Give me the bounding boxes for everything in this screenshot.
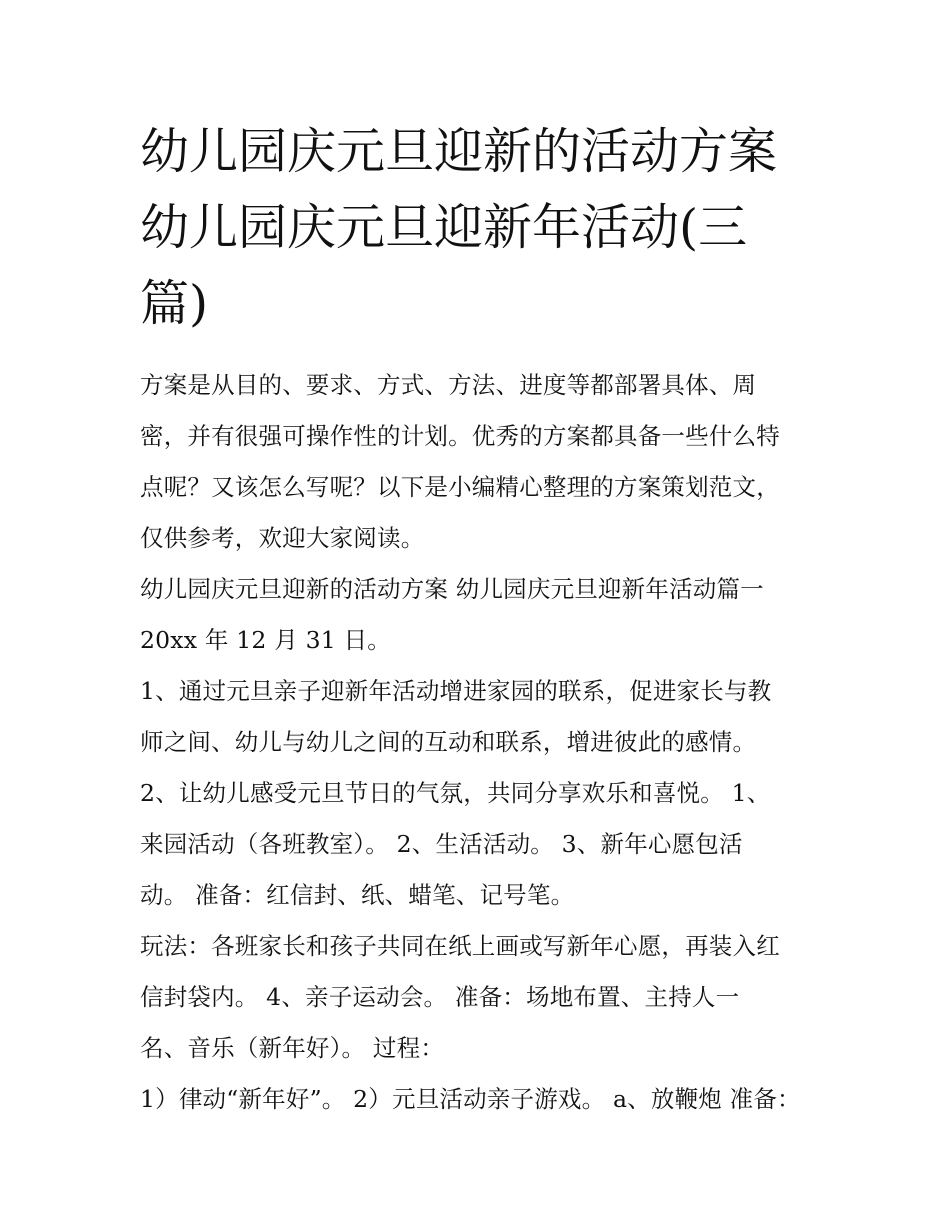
body-line: 20xx 年 12 月 31 日。 xyxy=(140,626,391,654)
body-line: 密，并有很强可操作性的计划。优秀的方案都具备一些什么特 xyxy=(140,422,780,450)
body-line: 名、音乐（新年好）。 过程： xyxy=(140,1034,445,1062)
body-line: 点呢？又该怎么写呢？以下是小编精心整理的方案策划范文， xyxy=(140,473,780,501)
body-line: 动。 准备：红信封、纸、蜡笔、记号笔。 xyxy=(140,881,575,909)
body-line: 幼儿园庆元旦迎新的活动方案 幼儿园庆元旦迎新年活动篇一 xyxy=(140,575,764,603)
body-line: 玩法：各班家长和孩子共同在纸上画或写新年心愿，再装入红 xyxy=(140,932,780,960)
document-page xyxy=(140,114,816,1125)
body-line: 仅供参考，欢迎大家阅读。 xyxy=(140,524,425,552)
body-line: 1、通过元旦亲子迎新年活动增进家园的联系，促进家长与教 xyxy=(140,677,772,705)
document-body xyxy=(140,360,816,1125)
body-line: 方案是从目的、要求、方式、方法、进度等都部署具体、周 xyxy=(140,371,757,399)
body-line: 师之间、幼儿与幼儿之间的互动和联系，增进彼此的感情。 xyxy=(140,728,757,756)
document-title xyxy=(140,114,816,342)
title-line: 幼儿园庆元旦迎新年活动(三 xyxy=(140,199,748,256)
body-line: 信封袋内。 4、亲子运动会。 准备：场地布置、主持人一 xyxy=(140,983,740,1011)
body-line: 1）律动“新年好”。 2）元旦活动亲子游戏。 a、放鞭炮 准备： xyxy=(140,1085,801,1113)
title-line: 幼儿园庆元旦迎新的活动方案 xyxy=(140,123,778,180)
body-line: 来园活动（各班教室）。 2、生活活动。 3、新年心愿包活 xyxy=(140,830,743,858)
title-line: 篇) xyxy=(140,275,209,332)
body-line: 2、让幼儿感受元旦节日的气氛，共同分享欢乐和喜悦。 1、 xyxy=(140,779,771,807)
